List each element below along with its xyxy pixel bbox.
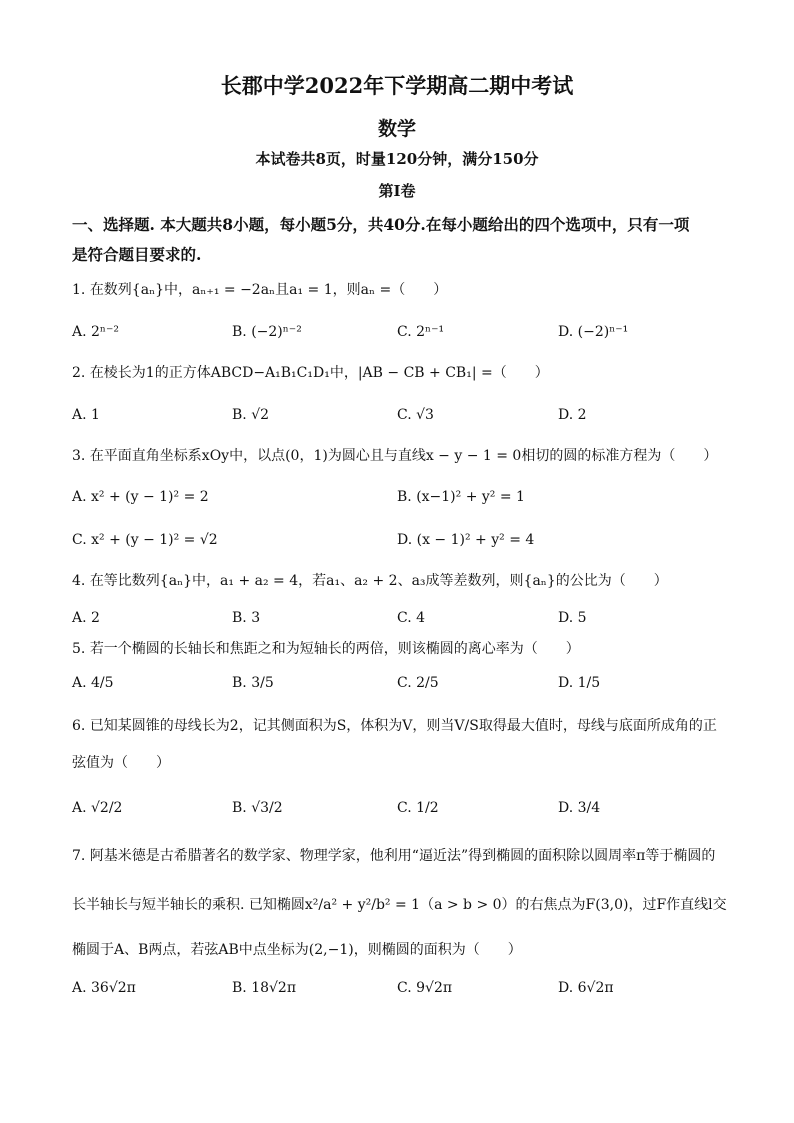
question-7-cont2 (72, 940, 732, 960)
section-heading (72, 210, 732, 270)
option-c: C. 4 (397, 610, 426, 626)
option-c: C. 2/5 (397, 675, 439, 691)
subject-title: 数学 (377, 118, 416, 140)
question-text: 在棱长为1的正方体ABCD−A₁B₁C₁D₁中，|AB − CB + CB₁| =（ ） (89, 365, 549, 381)
question-3 (72, 446, 732, 466)
option-a: A. 2 (72, 610, 100, 626)
option-b: B. 18√2π (232, 980, 297, 996)
question-6-cont (72, 753, 732, 773)
question-number: 2. (72, 365, 86, 381)
question-7-cont1 (72, 895, 732, 915)
option-c: C. 2ⁿ⁻¹ (397, 324, 445, 340)
option-d: D. 6√2π (558, 980, 614, 996)
question-2 (72, 363, 732, 383)
option-b: B. 3/5 (232, 675, 274, 691)
exam-info: 本试卷共8页，时量120分钟，满分150分 (255, 150, 539, 168)
question-text-line3: 椭圆于A、B两点，若弦AB中点坐标为(2,−1)，则椭圆的面积为（ ） (72, 942, 522, 958)
question-text: 在等比数列{aₙ}中，a₁ + a₂ = 4，若a₁、a₂ + 2、a₃成等差数列，则{aₙ}的公比为（ ） (89, 573, 668, 589)
question-text-line2: 长半轴长与短半轴长的乘积. 已知椭圆x²/a² + y²/b² = 1（a > b > 0）的右焦点为F(3,0)，过F作直线l交 (72, 897, 727, 913)
option-d: D. 2 (558, 407, 587, 423)
option-d: D. (−2)ⁿ⁻¹ (558, 324, 629, 340)
option-b: B. √3/2 (232, 800, 283, 816)
option-b: B. 3 (232, 610, 261, 626)
question-text-line1: 已知某圆锥的母线长为2，记其侧面积为S，体积为V，则当V/S取得最大值时，母线与底面所成角的正 (89, 718, 717, 734)
option-b: B. √2 (232, 407, 270, 423)
option-b: B. (−2)ⁿ⁻² (232, 324, 302, 340)
option-a: A. 4/5 (72, 675, 114, 691)
question-number: 3. (72, 448, 86, 464)
question-text-line1: 阿基米德是古希腊著名的数学家、物理学家，他利用“逼近法”得到椭圆的面积除以圆周率π等于椭圆的 (89, 848, 716, 864)
question-6 (72, 716, 732, 736)
option-d: D. 3/4 (558, 800, 601, 816)
question-number: 6. (72, 718, 86, 734)
option-d: D. 1/5 (558, 675, 601, 691)
question-number: 5. (72, 641, 86, 657)
option-a: A. x² + (y − 1)² = 2 (72, 489, 209, 505)
question-1 (72, 280, 732, 300)
question-text: 在数列{aₙ}中，aₙ₊₁ = −2aₙ且a₁ = 1，则aₙ =（ ） (89, 282, 448, 298)
option-b: B. (x−1)² + y² = 1 (397, 489, 525, 505)
option-c: C. √3 (397, 407, 434, 423)
question-7 (72, 846, 732, 866)
question-5 (72, 639, 732, 659)
question-number: 4. (72, 573, 86, 589)
section-heading-line1: 一、选择题. 本大题共8小题，每小题5分，共40分.在每小题给出的四个选项中，只有一项 (72, 215, 690, 234)
option-a: A. 1 (72, 407, 100, 423)
question-number: 1. (72, 282, 86, 298)
option-d: D. (x − 1)² + y² = 4 (397, 532, 535, 548)
option-d: D. 5 (558, 610, 587, 626)
question-text-line2: 弦值为（ ） (72, 755, 170, 771)
question-number: 7. (72, 848, 86, 864)
option-c: C. x² + (y − 1)² = √2 (72, 532, 218, 548)
section-heading-line2: 是符合题目要求的. (72, 245, 202, 264)
question-text: 在平面直角坐标系xOy中，以点(0，1)为圆心且与直线x − y − 1 = 0相切的圆的标准方程为（ ） (89, 448, 718, 464)
option-c: C. 1/2 (397, 800, 439, 816)
option-a: A. √2/2 (72, 800, 123, 816)
option-a: A. 2ⁿ⁻² (72, 324, 119, 340)
question-4 (72, 571, 732, 591)
option-a: A. 36√2π (72, 980, 136, 996)
question-text: 若一个椭圆的长轴长和焦距之和为短轴长的两倍，则该椭圆的离心率为（ ） (89, 641, 580, 657)
option-c: C. 9√2π (397, 980, 453, 996)
exam-title: 长郡中学2022年下学期高二期中考试 (220, 73, 574, 98)
volume-label: 第I卷 (378, 182, 416, 200)
